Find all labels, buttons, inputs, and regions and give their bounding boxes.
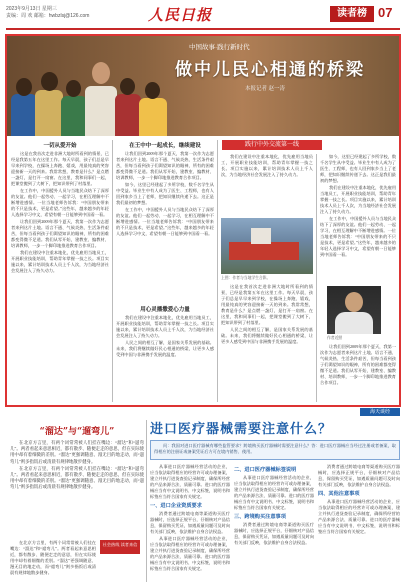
column-divider	[316, 154, 317, 402]
photo-shape	[345, 292, 363, 312]
paragraph: 这是在我首次走进非洲大地时所看到的情景，已经是我第五年在这里工作。每天早晨，孩子们总是早早来到学校，在操场上奔跑、嬉戏，用最纯真的笑容迎接新一天的到来。我常常想，教育是什么？是点燃一盏灯，是打开一扇窗。在这里，我和同事们一起，把课堂搬到了大树下，把知识带到了村落里。	[11, 151, 109, 186]
lower-column-2	[234, 464, 314, 582]
hero-figure	[11, 94, 37, 136]
byline: 本报记者 赵一涛	[245, 86, 286, 92]
photo-shape	[335, 312, 373, 334]
qa-intro-box	[150, 440, 400, 460]
paragraph: 从事进口医疗器械经营活动的企业，应当依法取得相应的经营许可或办理备案，建立并执行进货查验记录制度，确保所经营的产品来源合法、质量可靠。进口的医疗器械应当有中文说明书、中文标签，说明书和标签应当符合国家有关规定。	[150, 536, 230, 571]
masthead-info	[6, 6, 89, 20]
paragraph: 问：我国对进口医疗器械有哪些监管要求？跨境购买医疗器械时需要注意什么？答：进口医疗器械应当经过注册或者备案，取得相应的注册证或备案凭证后方可在境内销售、使用。	[154, 443, 396, 454]
subheading: 二、进口医疗器械标签说明	[234, 467, 297, 473]
article-column-4	[320, 154, 396, 282]
photo-shape	[251, 228, 271, 244]
paragraph: 从事进口医疗器械经营活动的企业，应当依法取得相应的经营许可或办理备案，建立并执行进货查验记录制度，确保所经营的产品来源合法、质量可靠。进口的医疗器械应当有中文说明书、中文标签，说明书和标签应当符合国家有关规定。	[150, 464, 230, 499]
hotline-stamp: 社会热线 读者来信	[100, 540, 140, 554]
headline-block	[175, 42, 399, 132]
kicker: 中国故事·践行新时代	[189, 44, 250, 51]
masthead-rule	[6, 28, 400, 30]
article-column-3	[221, 154, 313, 214]
paragraph: 在北京方言里，有两个词常常被人们挂在嘴边：“溜达”和“遛弯儿”。两者看起来意思相近，都有散步、随便走走的意思，但在实际使用中却有着细微的差别。“溜达”更强调随意、漫无目的地走动，而“遛弯儿”则多指饭后或清晨有规律地散步健身。	[10, 540, 96, 575]
paragraph: 我们在建设中注重本地化，优先雇用当地员工，开展职业技能培训，帮助青年掌握一技之长。项目实施以来，累计培训技术人员上千人次，为当地经济社会发展注入了持久动力。	[116, 315, 214, 338]
left-feature-body	[10, 440, 144, 538]
lower-headline: 进口医疗器械需要注意什么？	[150, 422, 333, 437]
article-column-2	[116, 140, 214, 300]
left-feature-body-2	[10, 540, 96, 580]
hero-figure	[16, 78, 32, 96]
hero-figure	[120, 78, 135, 95]
hero-photo	[7, 36, 399, 136]
subheading: 一、进口企业资质要求	[150, 503, 202, 509]
newspaper-logo: 人民日报	[148, 6, 213, 24]
paragraph: 这是在我首次走进非洲大地时所看到的情景，已经是我第五年在这里工作。每天早晨，孩子们总是早早来到学校，在操场上奔跑、嬉戏，用最纯真的笑容迎接新一天的到来。我常常想，教育是什么？是点燃一盏灯，是打开一扇窗。在这里，我和同事们一起，把课堂搬到了大树下，把知识带到了村落里。	[221, 284, 313, 325]
qa-intro-text	[154, 443, 396, 459]
paragraph: 消费者通过跨境电商等渠道购买医疗器械时，应选择正规平台，仔细核对产品信息，保留购买凭证，如遇质量问题可及时向有关部门反映，依法维护自身合法权益。	[234, 522, 314, 545]
paragraph: 人民之间的相互了解，是国家关系发展的基础。未来，我们将继续做好民心相通的桥梁，让更多人感受到中国与非洲携手发展的温度。	[116, 340, 214, 357]
hero-figure	[41, 72, 58, 91]
hero-figure	[61, 96, 87, 136]
paragraph: 在北京方言里，有两个词常常被人们挂在嘴边：“溜达”和“遛弯儿”。两者看起来意思相近，都有散步、随便走走的意思，但在实际使用中却有着细微的差别。“溜达”更强调随意、漫无目的地走动，而“遛弯儿”则多指饭后或清晨有规律地散步健身。	[10, 440, 144, 464]
hero-figure	[139, 98, 167, 136]
article-column-2b	[116, 304, 214, 404]
paragraph: 我们在建设中注重本地化，优先雇用当地员工，开展职业技能培训，帮助青年掌握一技之长。项目实施以来，累计培训技术人员上千人次，为当地经济社会发展注入了持久动力。	[11, 250, 109, 273]
paragraph: 我们在建设中注重本地化，优先雇用当地员工，开展职业技能培训，帮助青年掌握一技之长。项目实施以来，累计培训技术人员上千人次，为当地经济社会发展注入了持久动力。	[320, 185, 396, 214]
paragraph: 在北京方言里，有两个词常常被人们挂在嘴边：“溜达”和“遛弯儿”。两者看起来意思相近，都有散步、随便走走的意思，但在实际使用中却有着细微的差别。“溜达”更强调随意、漫无目的地走动，而“遛弯儿”则多指饭后或清晨有规律地散步健身。	[10, 465, 144, 490]
article-column-4b	[320, 344, 396, 404]
section-badge: 读者榜	[330, 6, 374, 22]
page-number: 07	[378, 5, 393, 20]
paragraph: 我们在建设中注重本地化，优先雇用当地员工，开展职业技能培训，帮助青年掌握一技之长。项目实施以来，累计培训技术人员上千人次，为当地经济社会发展注入了持久动力。	[221, 154, 313, 177]
paragraph: 在工作中，中国援外人员与当地民众结下了深厚的友谊。他们一起劳动、一起学习，在相互理解中不断增进感情。一位当地老师告诉我：“中国朋友带来的不只是技术，更是希望。”这些年，越来越多的年轻人选择学习中文，希望有朝一日能够到中国看一看。	[11, 188, 109, 217]
hero-figure	[115, 94, 141, 136]
lower-column-3	[318, 464, 400, 582]
author-photo	[327, 286, 381, 334]
hero-figure	[85, 86, 117, 136]
paragraph: 如今，这里已经建起了多所学校，数千名学生从中受益。毕业生中有人成为了医生、工程师，也有人回到家乡当上了老师，把知识继续传递下去。这正是我们最初的梦想。	[320, 154, 396, 183]
date-line: 2023年9月13日 星期三	[6, 6, 57, 12]
photo-shape	[229, 242, 299, 260]
paragraph: 让我们回到2009年那个夏天，我第一次作为志愿者来到这片土地。语言不通、气候炎热、生活条件艰苦，但每当看到孩子们渴望知识的眼神，所有的困难都变得微不足道。我们从零开始，建教室、编教材、培训教师，一步一个脚印地推进教育合作项目。	[320, 344, 396, 385]
photo-caption: 上图：作者与当地学生合影。	[221, 276, 271, 280]
subheading: 在王中中一起成长，继续建设	[129, 143, 201, 149]
author-caption: 作者近照	[327, 336, 343, 340]
column-divider	[217, 140, 218, 402]
headline: 做中儿民心相通的桥梁	[175, 60, 365, 80]
section-tag: 践行中外交流第一线	[222, 140, 322, 150]
paragraph: 人民之间的相互了解，是国家关系发展的基础。未来，我们将继续做好民心相通的桥梁，让更多人感受到中国与非洲携手发展的温度。	[221, 327, 313, 344]
column-divider	[146, 420, 147, 582]
paragraph: 消费者通过跨境电商等渠道购买医疗器械时，应选择正规平台，仔细核对产品信息，保留购买凭证，如遇质量问题可及时向有关部门反映，依法维护自身合法权益。	[318, 464, 400, 487]
left-feature-title: “溜达”与“遛弯儿”	[39, 427, 115, 437]
article-column-1	[11, 140, 109, 405]
paragraph: 让我们回到2009年那个夏天，我第一次作为志愿者来到这片土地。语言不通、气候炎热、生活条件艰苦，但每当看到孩子们渴望知识的眼神，所有的困难都变得微不足道。我们从零开始，建教室、编教材、培训教师，一步一个脚印地推进教育合作项目。	[116, 151, 214, 180]
paragraph: 在工作中，中国援外人员与当地民众结下了深厚的友谊。他们一起劳动、一起学习，在相互理解中不断增进感情。一位当地老师告诉我：“中国朋友带来的不只是技术，更是希望。”这些年，越来越多的年轻人选择学习中文，希望有朝一日能够到中国看一看。	[116, 207, 214, 236]
subheading: 用心灵播撒爱心力量	[140, 307, 190, 313]
subheading: 四、其他注意事项	[318, 491, 360, 497]
subheading: 三、跨境购买注意事项	[234, 514, 286, 520]
masthead	[0, 0, 406, 34]
hero-figure	[35, 90, 63, 136]
paragraph: 在工作中，中国援外人员与当地民众结下了深厚的友谊。他们一起劳动、一起学习，在相互理解中不断增进感情。一位当地老师告诉我：“中国朋友带来的不只是技术，更是希望。”这些年，越来越多的年轻人选择学习中文，希望有朝一日能够到中国看一看。	[320, 216, 396, 257]
subheading: 一切从爱开始	[43, 143, 77, 149]
article-column-3b	[221, 284, 313, 404]
hero-figure	[145, 82, 160, 99]
paragraph: 从事进口医疗器械经营活动的企业，应当依法取得相应的经营许可或办理备案，建立并执行进货查验记录制度，确保所经营的产品来源合法、质量可靠。进口的医疗器械应当有中文说明书、中文标签，说明书和标签应当符合国家有关规定。	[318, 499, 400, 534]
photo-ship	[221, 218, 313, 274]
column-tag: 海天谈经	[360, 408, 400, 416]
paragraph: 消费者通过跨境电商等渠道购买医疗器械时，应选择正规平台，仔细核对产品信息，保留购买凭证，如遇质量问题可及时向有关部门反映，依法维护自身合法权益。	[150, 511, 230, 534]
hero-figure	[66, 80, 81, 97]
hero-figure	[92, 62, 110, 84]
lower-column-1	[150, 464, 230, 582]
paragraph: 从事进口医疗器械经营活动的企业，应当依法取得相应的经营许可或办理备案，建立并执行进货查验记录制度，确保所经营的产品来源合法、质量可靠。进口的医疗器械应当有中文说明书、中文标签，说明书和标签应当符合国家有关规定。	[234, 475, 314, 510]
paragraph: 让我们回到2009年那个夏天，我第一次作为志愿者来到这片土地。语言不通、气候炎热、生活条件艰苦，但每当看到孩子们渴望知识的眼神，所有的困难都变得微不足道。我们从零开始，建教室、编教材、培训教师，一步一个脚印地推进教育合作项目。	[11, 219, 109, 248]
paragraph: 如今，这里已经建起了多所学校，数千名学生从中受益。毕业生中有人成为了医生、工程师，也有人回到家乡当上了老师，把知识继续传递下去。这正是我们最初的梦想。	[116, 182, 214, 205]
feature-article	[5, 34, 401, 407]
editor-line: 责编：周 欢 邮箱：hwbzlsj@126.com	[6, 13, 90, 19]
column-divider	[112, 140, 113, 402]
